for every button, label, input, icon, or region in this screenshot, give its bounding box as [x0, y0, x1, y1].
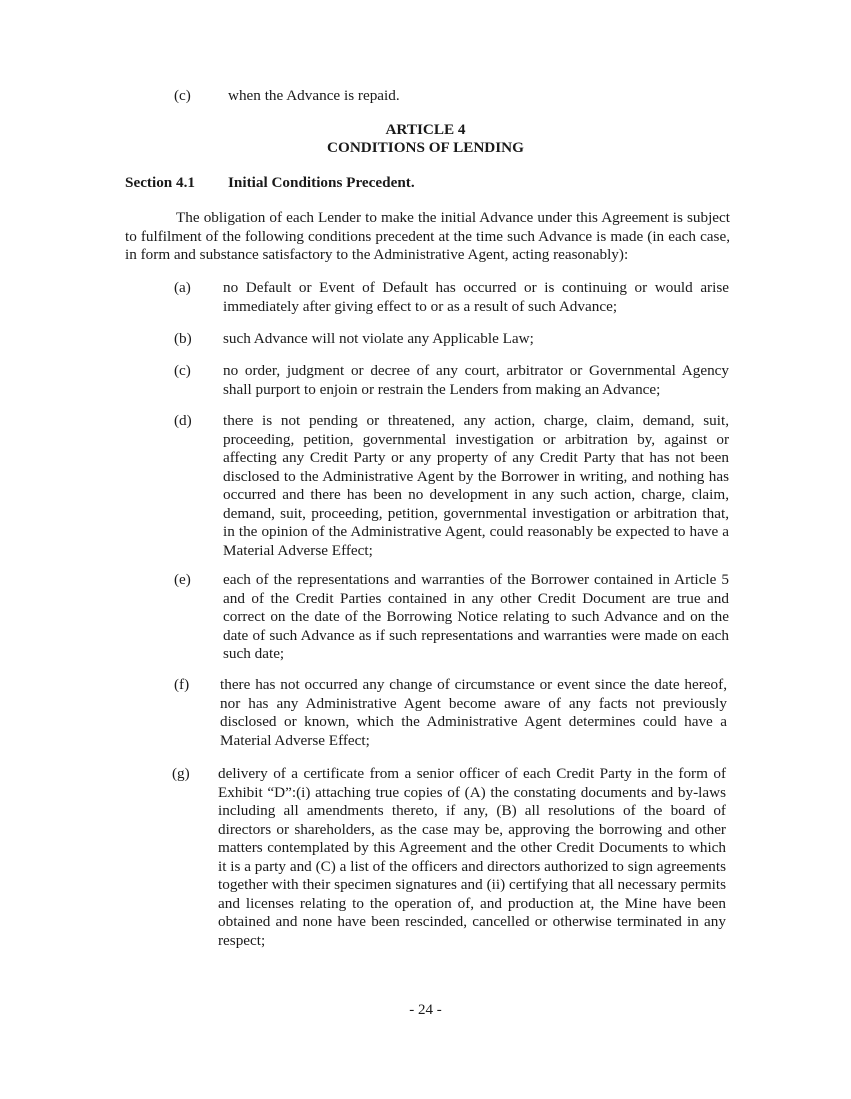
top-item-text: when the Advance is repaid. [228, 87, 400, 104]
item-a-text: no Default or Event of Default has occurred or is continuing or would arise immediately after giving effect to or as a result of such Advance; [223, 279, 729, 315]
item-d-marker: (d) [174, 412, 192, 429]
item-c-marker: (c) [174, 362, 191, 379]
item-e-marker: (e) [174, 571, 191, 588]
section-title: Initial Conditions Precedent. [228, 174, 415, 191]
item-g-marker: (g) [172, 765, 190, 782]
item-e-text: each of the representations and warranties of the Borrower contained in Article 5 and of the Credit Parties contained in any other Credit Document are true and correct on the date of the Borrowing Notice relating to such Advance and on the date of such Advance as if such representations and warranties were made on each such date; [223, 571, 729, 662]
top-item-marker: (c) [174, 87, 191, 104]
section-number: Section 4.1 [125, 174, 196, 191]
item-b-text: such Advance will not violate any Applicable Law; [223, 330, 534, 347]
item-c-text: no order, judgment or decree of any court, arbitrator or Governmental Agency shall purport to enjoin or restrain the Lenders from making an Advance; [223, 362, 729, 398]
article-title: CONDITIONS OF LENDING [327, 139, 524, 156]
item-d-text: there is not pending or threatened, any action, charge, claim, demand, suit, proceeding, petition, governmental investigation or arbitration by, against or affecting any Credit Party or any property of any Credit Party that has not been disclosed to the Administrative Agent by the Borrower in writing, and nothing has occurred and there has been no development in any such action, charge, claim, demand, suit, proceeding, petition, governmental investigation or arbitration that, in the opinion of the Administrative Agent, could reasonably be expected to have a Material Adverse Effect; [223, 412, 729, 559]
item-g-text: delivery of a certificate from a senior officer of each Credit Party in the form of Exhibit “D”:(i) attaching true copies of (A) the constating documents and by-laws including all amendments thereto, if any, (B) all resolutions of the board of directors or shareholders, as the case may be, approving the borrowing and other matters contemplated by this Agreement and the other Credit Documents to which it is a party and (C) a list of the officers and directors authorized to sign agreements together with their specimen signatures and (ii) certifying that all necessary permits and licenses relating to the operation of, and production at, the Mine have been obtained and none have been rescinded, cancelled or otherwise terminated in any respect; [218, 765, 726, 949]
item-f-text: there has not occurred any change of circumstance or event since the date hereof, nor has any Administrative Agent become aware of any facts not previously disclosed or known, which the Administrative Agent determines could have a Material Adverse Effect; [220, 676, 727, 749]
item-f-marker: (f) [174, 676, 190, 693]
intro-paragraph: The obligation of each Lender to make the initial Advance under this Agreement is subject to fulfilment of the following conditions precedent at the time such Advance is made (in each case, in form and substance satisfactory to the Administrative Agent, acting reasonably): [125, 209, 730, 264]
item-a-marker: (a) [174, 279, 191, 296]
page-number: - 24 - [409, 1002, 442, 1018]
article-number: ARTICLE 4 [385, 121, 466, 138]
item-b-marker: (b) [174, 330, 192, 347]
